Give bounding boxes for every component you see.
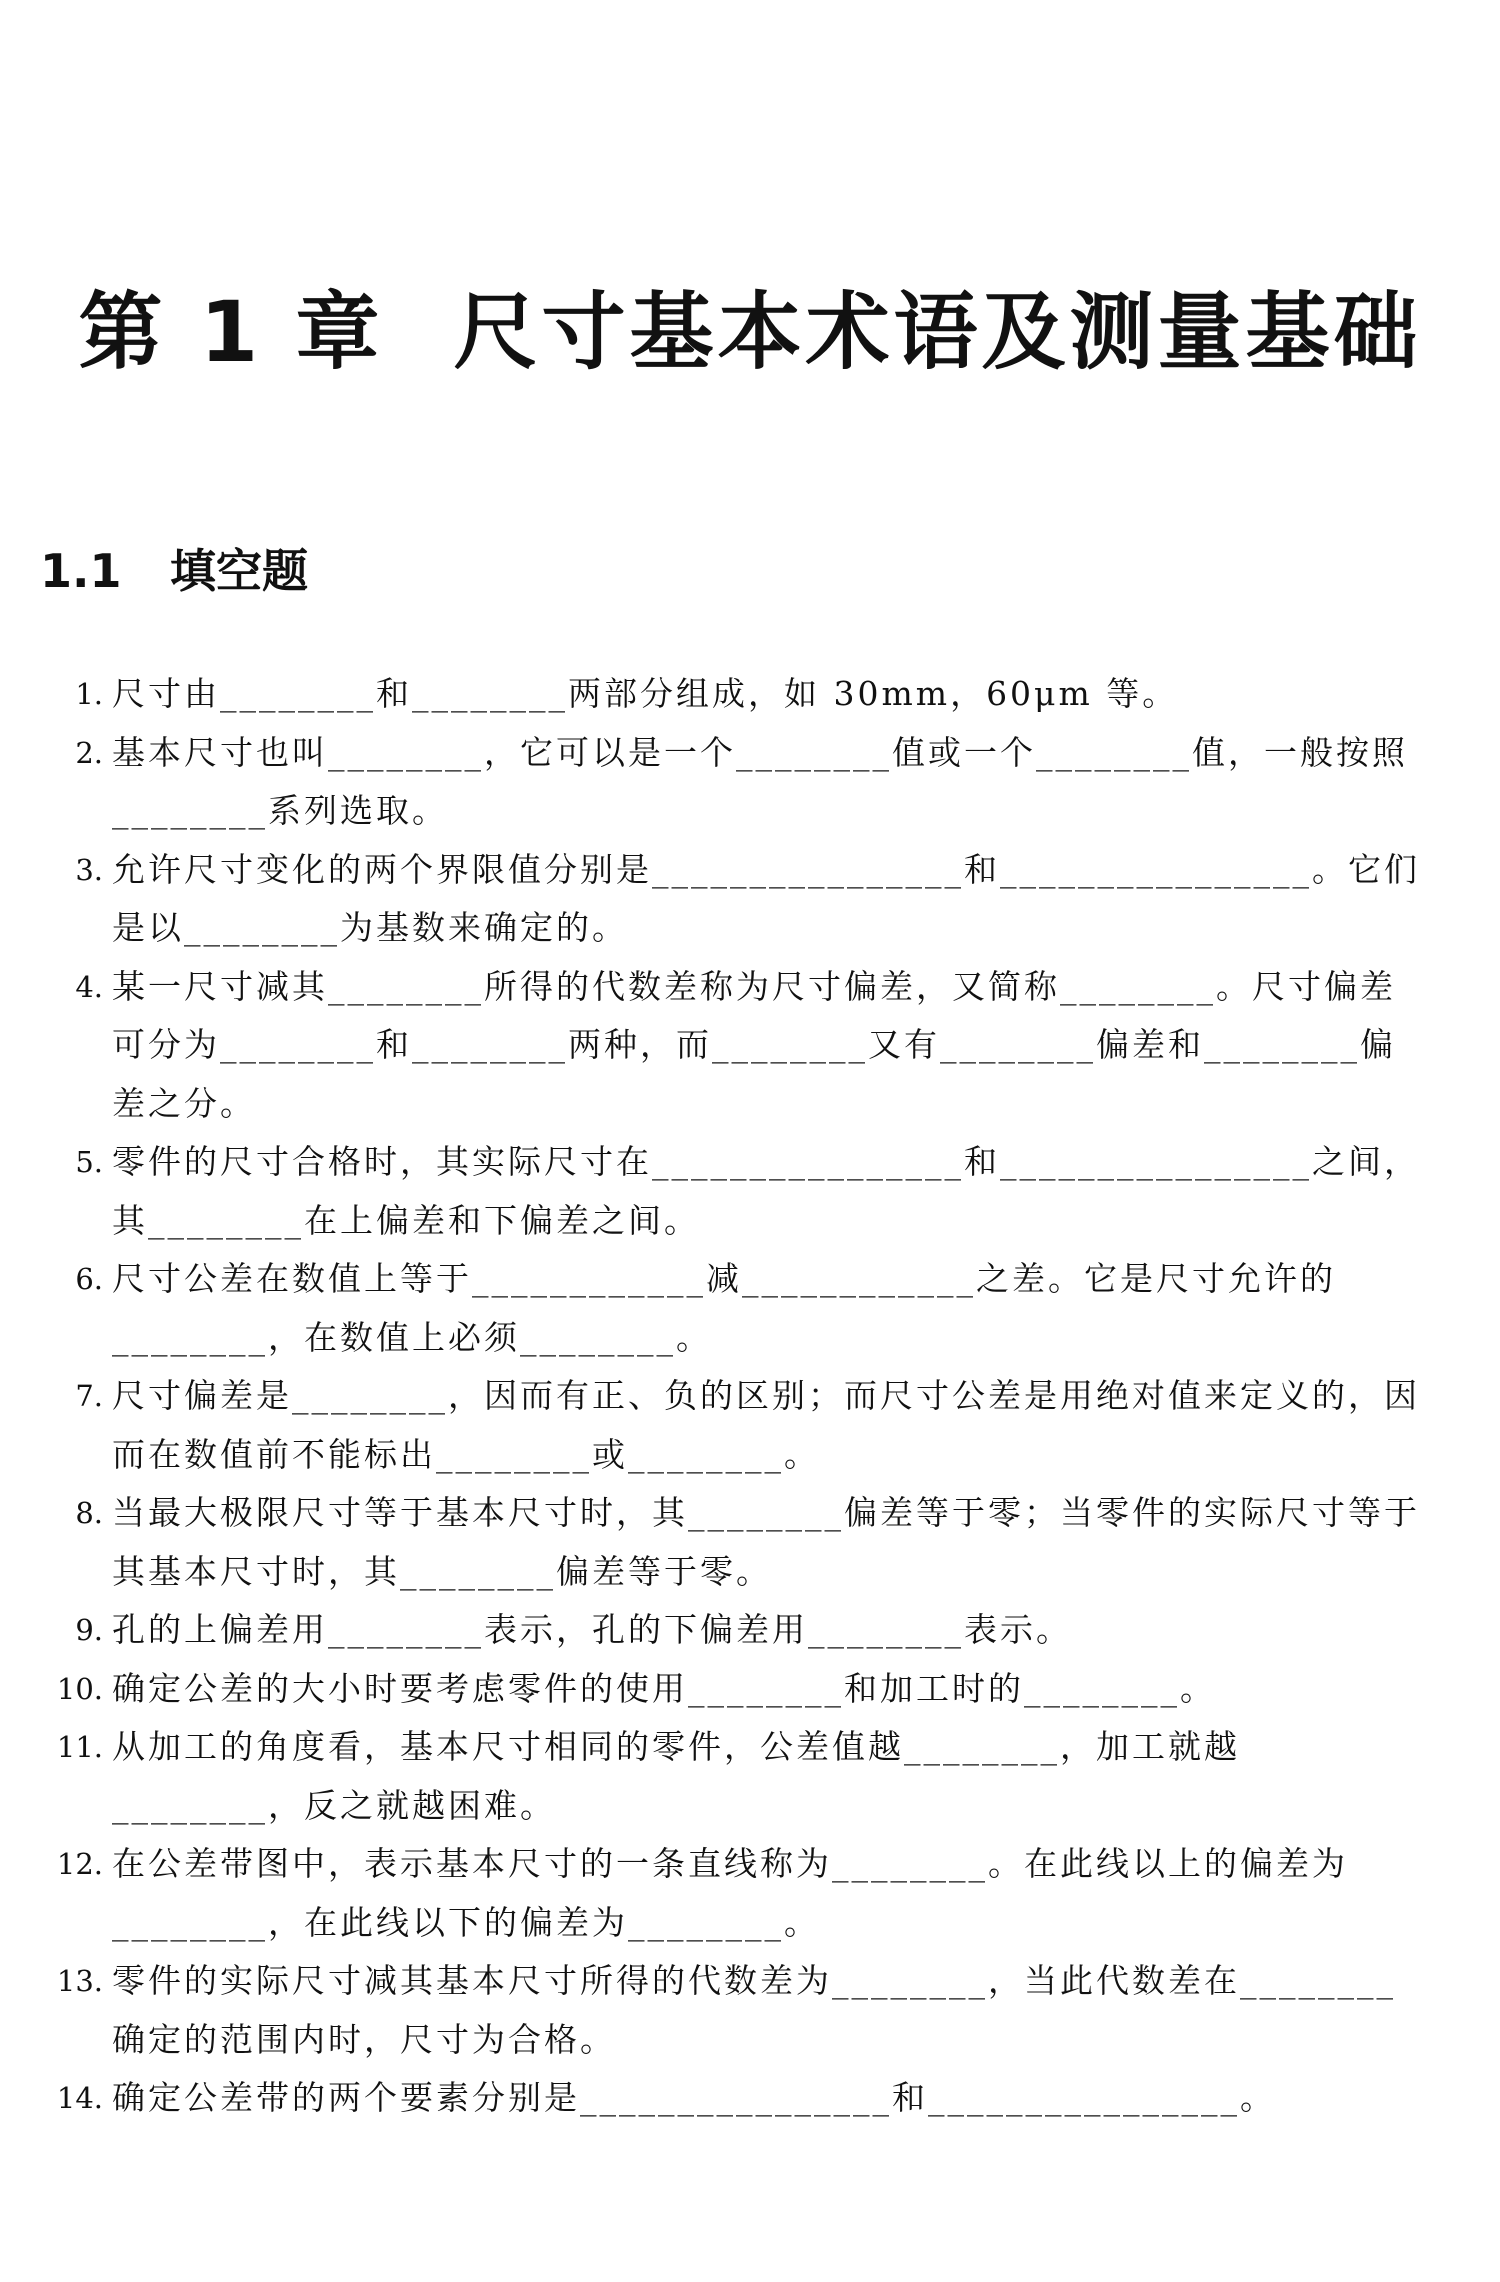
question-item (55, 1718, 1430, 1835)
question-text: 当最大极限尺寸等于基本尺寸时，其________偏差等于零；当零件的实际尺寸等于其基本尺寸时，其________偏差等于零。 (112, 1493, 1420, 1591)
question-text: 零件的尺寸合格时，其实际尺寸在________________和________________之间，其________在上偏差和下偏差之间。 (112, 1142, 1420, 1240)
question-item (55, 1952, 1430, 2069)
question-item (55, 1250, 1430, 1367)
question-item (55, 1660, 1430, 1719)
section-title: 填空题 (170, 544, 308, 598)
question-item (55, 1367, 1430, 1484)
section-heading (40, 544, 308, 598)
question-item (55, 958, 1430, 1134)
question-item (55, 665, 1430, 724)
chapter-title-text: 尺寸基本术语及测量基础 (453, 283, 1422, 381)
question-text: 某一尺寸减其________所得的代数差称为尺寸偏差，又简称________。尺寸偏差可分为________和________两种，而________又有________偏差和________偏差之分。 (112, 966, 1396, 1123)
question-number: 10. (56, 1671, 103, 1706)
question-number: 3. (75, 852, 103, 887)
question-text: 零件的实际尺寸减其基本尺寸所得的代数差为________，当此代数差在________确定的范围内时，尺寸为合格。 (112, 1961, 1396, 2059)
question-number: 11. (56, 1730, 103, 1764)
question-number: 14. (56, 2081, 103, 2115)
question-text: 基本尺寸也叫________，它可以是一个________值或一个________值，一般按照________系列选取。 (112, 732, 1408, 830)
question-text: 尺寸偏差是________，因而有正、负的区别；而尺寸公差是用绝对值来定义的，因而在数值前不能标出________或________。 (112, 1376, 1420, 1474)
question-item (55, 1835, 1430, 1952)
question-number: 6. (75, 1262, 103, 1296)
question-number: 4. (75, 969, 103, 1004)
question-number: 7. (75, 1379, 103, 1413)
question-item (55, 841, 1430, 958)
question-text: 从加工的角度看，基本尺寸相同的零件，公差值越________，加工就越________，反之就越困难。 (112, 1727, 1240, 1825)
chapter-number: 第 1 章 (78, 283, 384, 381)
question-text: 确定公差带的两个要素分别是________________和________________。 (112, 2078, 1276, 2117)
question-number: 8. (75, 1496, 103, 1530)
question-number: 13. (56, 1964, 103, 1998)
section-number: 1.1 (40, 544, 122, 598)
question-item (55, 1133, 1430, 1250)
question-item (55, 2069, 1430, 2128)
question-list (55, 665, 1430, 2128)
question-number: 9. (75, 1613, 103, 1647)
question-text: 在公差带图中，表示基本尺寸的一条直线称为________。在此线以上的偏差为________，在此线以下的偏差为________。 (112, 1844, 1348, 1942)
question-item (55, 1601, 1430, 1660)
question-item (55, 1484, 1430, 1601)
question-text: 确定公差的大小时要考虑零件的使用________和加工时的________。 (112, 1668, 1216, 1708)
question-item (55, 724, 1430, 841)
question-text: 尺寸由________和________两部分组成，如 30mm，60μm 等。 (112, 674, 1179, 713)
question-number: 5. (75, 1145, 103, 1179)
question-number: 12. (56, 1847, 103, 1881)
question-text: 尺寸公差在数值上等于____________减____________之差。它是尺寸允许的________，在数值上必须________。 (112, 1259, 1336, 1357)
question-text: 孔的上偏差用________表示，孔的下偏差用________表示。 (112, 1610, 1072, 1649)
question-number: 2. (75, 735, 103, 770)
chapter-title (0, 283, 1500, 381)
question-number: 1. (75, 677, 103, 711)
question-text: 允许尺寸变化的两个界限值分别是________________和________________。它们是以________为基数来确定的。 (112, 849, 1420, 947)
